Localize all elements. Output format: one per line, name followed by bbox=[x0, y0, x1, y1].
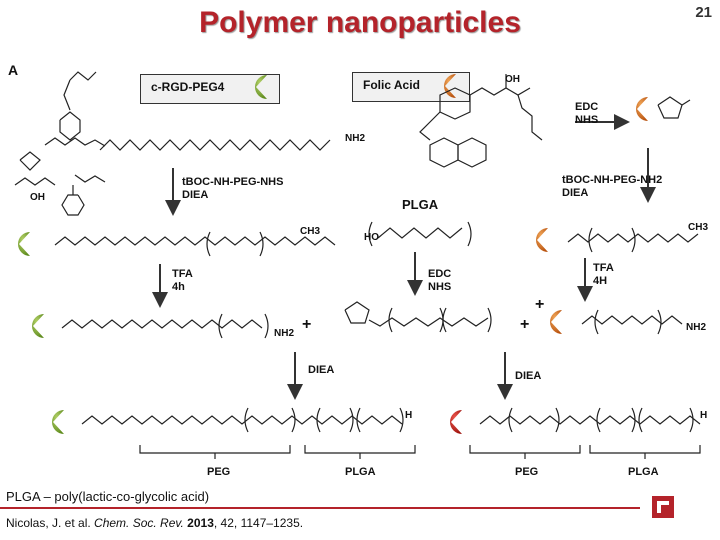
nhs-ester-top bbox=[658, 97, 690, 118]
rgd-nanoparticle-icon bbox=[52, 410, 64, 434]
citation-journal: Chem. Soc. Rev. bbox=[94, 516, 184, 530]
edc-nhs-label-2: EDC NHS bbox=[428, 268, 452, 293]
slide-title: Polymer nanoparticles bbox=[199, 6, 521, 39]
nh2-right: NH2 bbox=[686, 322, 707, 333]
diea-left-label: DIEA bbox=[308, 364, 335, 376]
plus-sign-2: + bbox=[520, 316, 530, 333]
citation-year: 2013 bbox=[183, 516, 214, 530]
folic-acid-label: Folic Acid bbox=[363, 78, 420, 92]
plga-nhs-middle bbox=[345, 302, 491, 332]
nh2-top: NH2 bbox=[345, 133, 366, 144]
edc-nhs-label-1: EDC NHS bbox=[575, 101, 599, 126]
peg-left-label: PEG bbox=[207, 466, 231, 478]
footer-divider bbox=[0, 507, 640, 509]
citation bbox=[6, 516, 303, 530]
plga-right-label: PLGA bbox=[628, 466, 659, 478]
diea-right-label: DIEA bbox=[515, 370, 542, 382]
folic-acid-structure bbox=[420, 74, 542, 167]
rgd-peg-label: c-RGD-PEG4 bbox=[151, 80, 225, 94]
h-end-left: H bbox=[405, 410, 413, 421]
folate-ligand-icon-row2 bbox=[536, 228, 548, 252]
oh-folate: OH bbox=[505, 74, 520, 85]
peg-right-label: PEG bbox=[515, 466, 539, 478]
panel-letter: A bbox=[8, 62, 19, 78]
folate-ligand-icon bbox=[444, 74, 456, 98]
ho-plga: HO bbox=[364, 232, 379, 243]
folate-peg-plga-chain bbox=[480, 408, 700, 432]
rgd-peg-plga-chain bbox=[82, 408, 403, 432]
rgd-ligand-icon-row2 bbox=[18, 232, 30, 256]
nh2-left: NH2 bbox=[274, 328, 295, 339]
oh-rgd: OH bbox=[30, 192, 45, 203]
citation-authors: Nicolas, J. et al. bbox=[6, 516, 95, 530]
university-logo-icon bbox=[652, 496, 674, 518]
slide-number: 21 bbox=[695, 4, 712, 21]
plga-label: PLGA bbox=[402, 197, 439, 212]
folate-nanoparticle-icon bbox=[450, 410, 462, 434]
citation-volume: , 42, bbox=[213, 516, 238, 530]
tfa-right-label: TFA 4H bbox=[593, 262, 614, 287]
citation-pages: 1147–1235. bbox=[237, 516, 304, 530]
plga-definition: PLGA – poly(lactic-co-glycolic acid) bbox=[6, 489, 210, 504]
tboc-peg-right-chain bbox=[568, 228, 698, 252]
plga-structure-top bbox=[369, 222, 471, 246]
tboc-peg-left-chain bbox=[55, 232, 335, 256]
rgd-peptide-structure bbox=[15, 72, 105, 215]
plga-left-label: PLGA bbox=[345, 466, 376, 478]
folate-ligand-icon-row3 bbox=[550, 310, 562, 334]
nh2-peg-right-chain bbox=[582, 310, 682, 334]
reaction-arrows bbox=[160, 122, 648, 392]
plus-sign-1: + bbox=[302, 316, 312, 333]
ch3-left: CH3 bbox=[300, 226, 321, 237]
segment-braces bbox=[140, 445, 700, 459]
rgd-ligand-icon-row3 bbox=[32, 314, 44, 338]
rgd-ligand-icon bbox=[255, 75, 267, 99]
ch3-right: CH3 bbox=[688, 222, 709, 233]
h-end-right: H bbox=[700, 410, 708, 421]
nh2-peg-left-chain bbox=[62, 314, 268, 338]
tboc-nh2-label: tBOC-NH-PEG-NH2 DIEA bbox=[562, 174, 663, 199]
tboc-nhs-label: tBOC-NH-PEG-NHS DIEA bbox=[182, 176, 284, 201]
tfa-left-label: TFA 4h bbox=[172, 268, 193, 293]
peg-chain-top bbox=[100, 140, 330, 150]
folate-ligand-icon-2 bbox=[636, 97, 648, 121]
plus-sign-3: + bbox=[535, 296, 545, 313]
